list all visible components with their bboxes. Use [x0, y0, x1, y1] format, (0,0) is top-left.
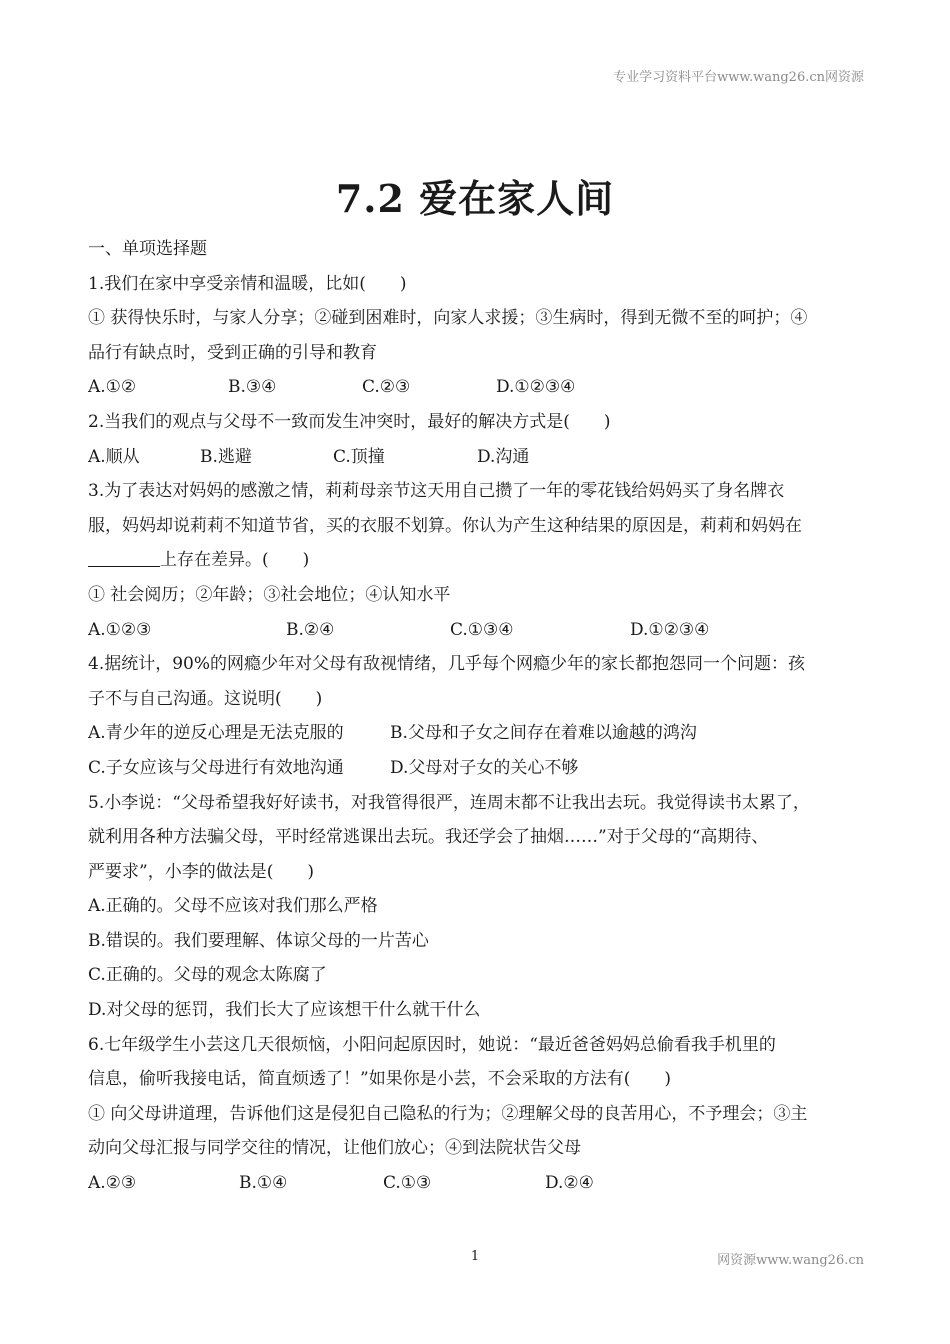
question-5-stem-line-2: 就利用各种方法骗父母，平时经常逃课出去玩。我还学会了抽烟……”对于父母的“高期待、: [88, 827, 769, 848]
section-heading: 一、单项选择题: [88, 239, 207, 259]
question-2-options: [88, 440, 878, 475]
q2-option-b: B.逃避: [200, 446, 252, 467]
q4-option-c: C.子女应该与父母进行有效地沟通: [88, 757, 344, 778]
question-6-stem-line-1: 6.七年级学生小芸这几天很烦恼，小阳问起原因时，她说：“最近爸爸妈妈总偷看我手机里的: [88, 1034, 776, 1055]
q4-option-a: A.青少年的逆反心理是无法克服的: [88, 723, 344, 744]
page-number: 1: [470, 1249, 480, 1264]
q4-option-d: D.父母对子女的关心不够: [390, 757, 579, 778]
q5-option-b: B.错误的。我们要理解、体谅父母的一片苦心: [88, 930, 429, 951]
q3-option-c: C.①③④: [450, 619, 514, 640]
q5-option-d: D.对父母的惩罚，我们长大了应该想干什么就干什么: [88, 1000, 481, 1021]
question-4-options-row-2: [88, 751, 878, 786]
q4-option-b: B.父母和子女之间存在着难以逾越的鸿沟: [390, 723, 697, 744]
q1-option-a: A.①②: [88, 377, 137, 398]
question-4-stem-line-2: 子不与自己沟通。这说明( ): [88, 688, 323, 709]
q2-option-d: D.沟通: [477, 446, 530, 467]
question-content: [88, 232, 878, 1201]
q6-option-a: A.②③: [88, 1173, 137, 1194]
question-6-items-line-1: ① 向父母讲道理，告诉他们这是侵犯自己隐私的行为；②理解父母的良苦用心，不予理会；③主: [88, 1103, 808, 1124]
q1-option-c: C.②③: [362, 377, 411, 398]
question-3-options: [88, 613, 878, 648]
question-1-stem: 1.我们在家中享受亲情和温暖，比如( ): [88, 273, 407, 294]
q3-option-a: A.①②③: [88, 619, 152, 640]
q3-option-d: D.①②③④: [630, 619, 710, 640]
q1-option-d: D.①②③④: [496, 377, 576, 398]
question-2-stem: 2.当我们的观点与父母不一致而发生冲突时，最好的解决方式是( ): [88, 411, 611, 432]
q2-option-c: C.顶撞: [333, 446, 385, 467]
q6-option-c: C.①③: [383, 1173, 432, 1194]
answer-blank: [88, 548, 160, 567]
question-3-stem-line-3: 上存在差异。( ): [88, 543, 878, 578]
question-1-options: [88, 370, 878, 405]
q3-option-b: B.②④: [286, 619, 335, 640]
question-5-stem-line-1: 5.小李说：“父母希望我好好读书，对我管得很严，连周末都不让我出去玩。我觉得读书太累了，: [88, 792, 810, 813]
question-1-items-line-1: ① 获得快乐时，与家人分享；②碰到困难时，向家人求援；③生病时，得到无微不至的呵护；④: [88, 308, 808, 329]
page-title: 7.2 爱在家人间: [335, 176, 615, 221]
q5-option-a: A.正确的。父母不应该对我们那么严格: [88, 896, 378, 917]
question-6-options: [88, 1166, 878, 1201]
q1-option-b: B.③④: [228, 377, 277, 398]
q5-option-c: C.正确的。父母的观念太陈腐了: [88, 965, 327, 986]
q2-option-a: A.顺从: [88, 446, 140, 467]
question-3-stem-line-1: 3.为了表达对妈妈的感激之情，莉莉母亲节这天用自己攒了一年的零花钱给妈妈买了身名牌衣: [88, 481, 785, 502]
question-4-options-row-1: [88, 716, 878, 751]
question-3-items: ① 社会阅历；②年龄；③社会地位；④认知水平: [88, 584, 451, 605]
page-header: 专业学习资料平台www.wang26.cn网资源: [613, 70, 864, 85]
q6-option-d: D.②④: [545, 1173, 594, 1194]
page-footer: 网资源www.wang26.cn: [717, 1253, 864, 1268]
question-6-stem-line-2: 信息，偷听我接电话，简直烦透了！”如果你是小芸，不会采取的方法有( ): [88, 1069, 671, 1090]
q6-option-b: B.①④: [239, 1173, 288, 1194]
question-5-stem-line-3: 严要求”，小李的做法是( ): [88, 861, 314, 882]
question-4-stem-line-1: 4.据统计，90%的网瘾少年对父母有敌视情绪，几乎每个网瘾少年的家长都抱怨同一个问题：孩: [88, 654, 806, 675]
question-6-items-line-2: 动向父母汇报与同学交往的情况，让他们放心；④到法院状告父母: [88, 1138, 581, 1159]
question-3-stem-line-2: 服，妈妈却说莉莉不知道节省，买的衣服不划算。你认为产生这种结果的原因是，莉莉和妈妈在: [88, 515, 802, 536]
question-1-items-line-2: 品行有缺点时，受到正确的引导和教育: [88, 342, 377, 363]
